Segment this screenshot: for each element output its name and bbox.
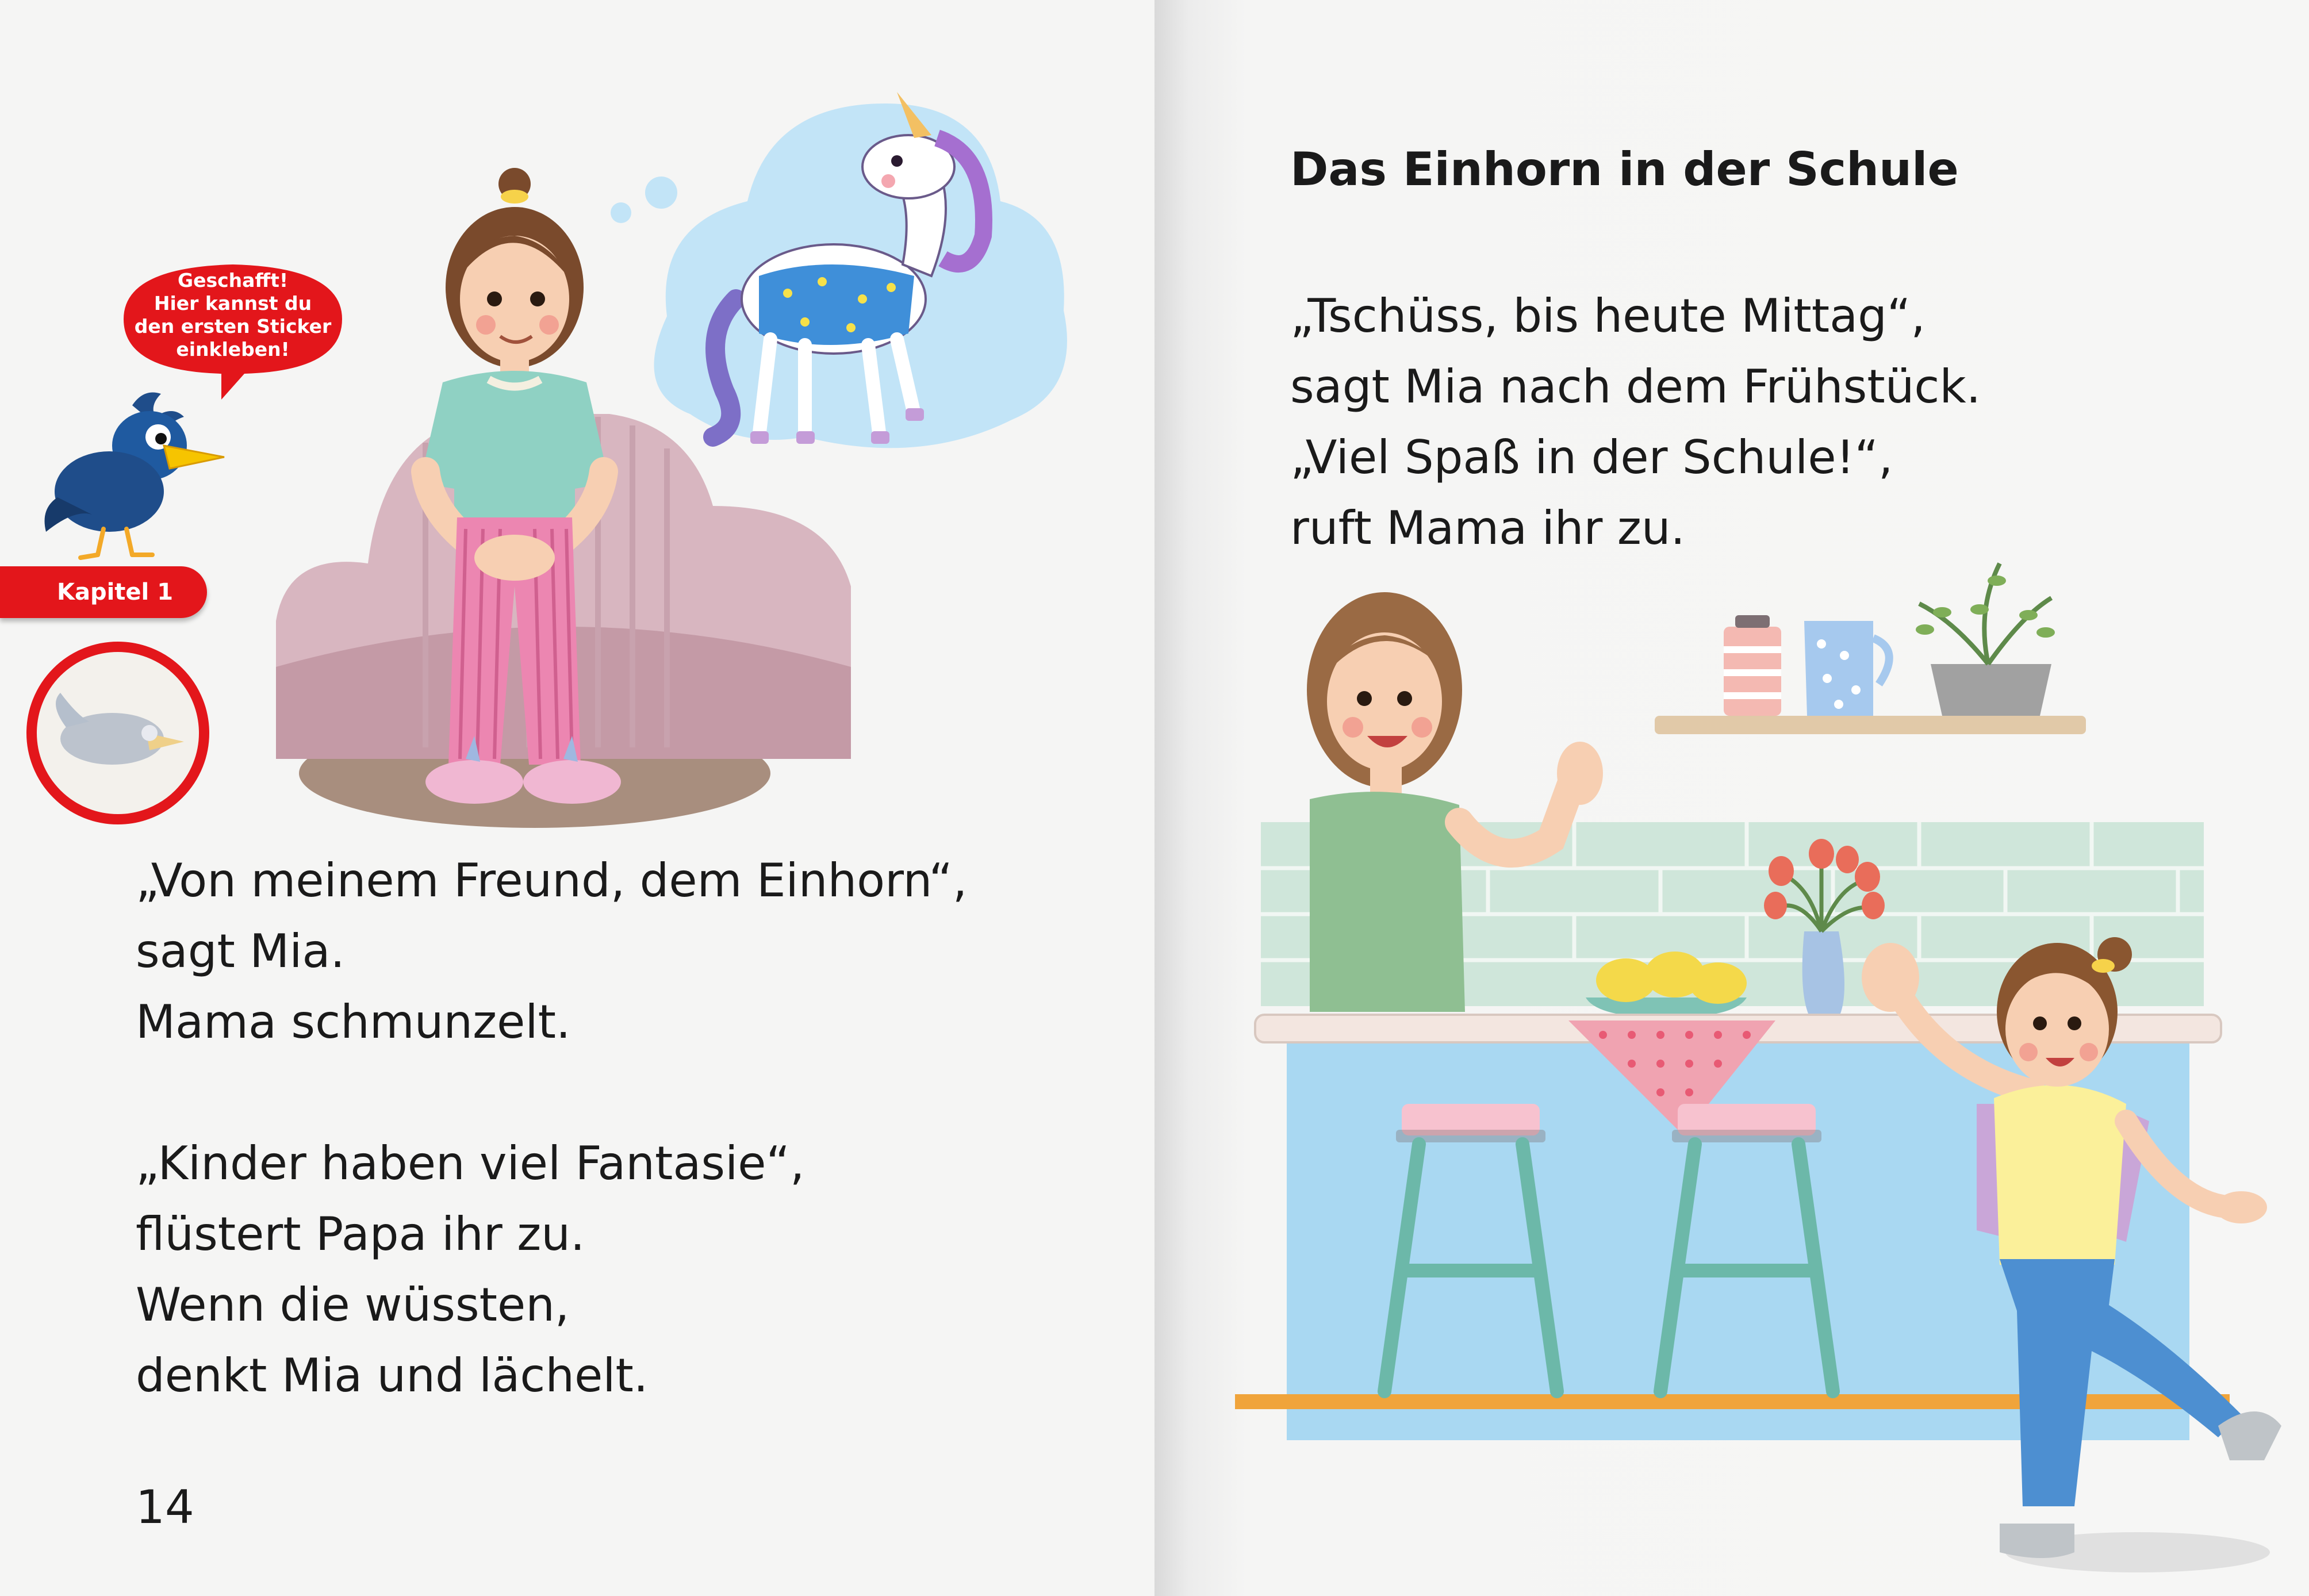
right-paragraph-1: „Tschüss, bis heute Mittag“, sagt Mia nach dem Frühstück. „Viel Spaß in der Schule!“, ruft Mama ihr zu. [1290,289,1981,555]
chapter-badge-icon [26,641,210,825]
right-page [1154,0,2309,1596]
mia-dreaming-illustration [253,69,1081,834]
kitchen-illustration [1229,552,2299,1575]
left-page [0,0,1154,1596]
chapter-title: Das Einhorn in der Schule [1290,143,1959,196]
sticker-hint-text: Geschafft! Hier kannst du den ersten Sticker einkleben! [134,269,332,360]
chapter-tab: Kapitel 1 [0,566,207,618]
left-paragraph-2: „Kinder haben viel Fantasie“, flüstert Papa ihr zu. Wenn die wüssten, denkt Mia und lächelt. [136,1137,805,1402]
page-number: 14 [136,1480,194,1534]
raven-mascot-icon [40,382,224,561]
left-paragraph-1: „Von meinem Freund, dem Einhorn“, sagt Mia. Mama schmunzelt. [136,854,968,1049]
